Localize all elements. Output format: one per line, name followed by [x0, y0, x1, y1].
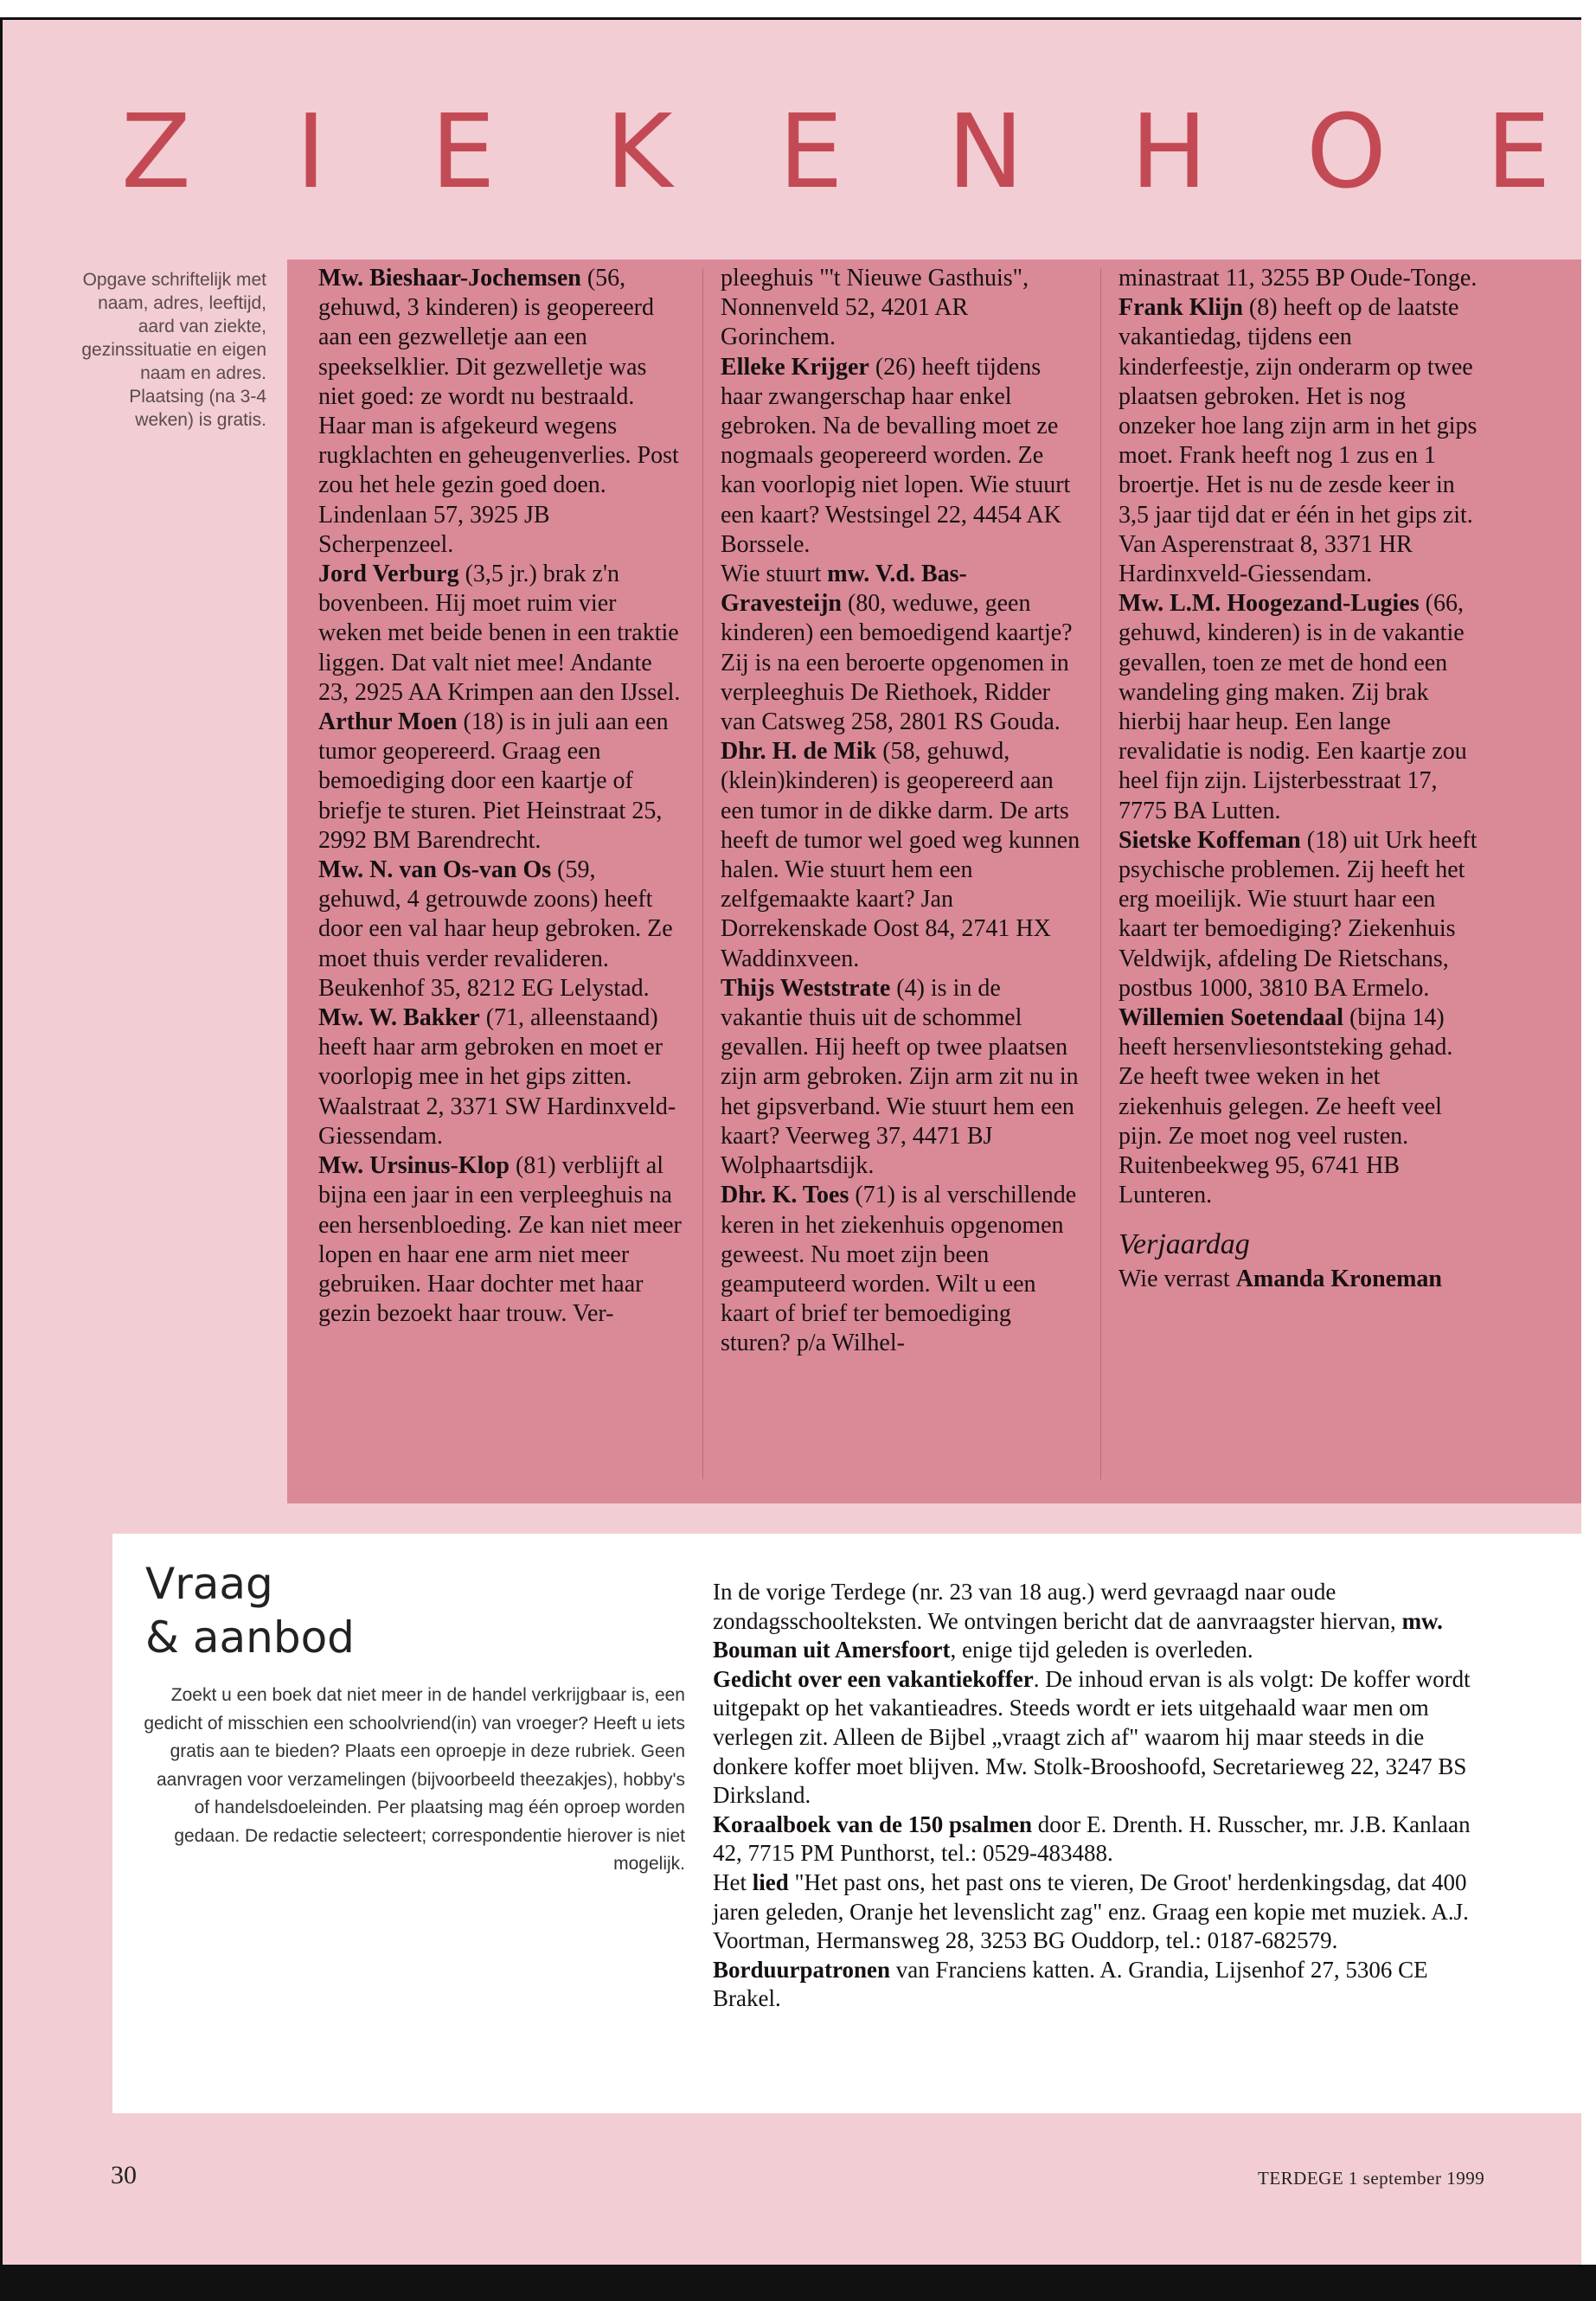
listing [713, 1811, 1496, 1868]
notice-text: (59, gehuwd, 4 getrouwde zoons) heeft door een val haar heup gebroken. Ze moet thuis verder revalideren. Beukenhof 35, 8212 EG Lelystad. [318, 856, 673, 1002]
notice [721, 353, 1084, 560]
notice [318, 264, 682, 560]
notice-text: (bijna 14) heeft hersenvliesontsteking gehad. Ze heeft twee weken in het ziekenhuis gelegen. Ze heeft veel pijn. Ze moet nog veel rusten. Ruitenbeekweg 95, 6741 HB Lunteren. [1118, 1004, 1453, 1209]
publication-footer: TERDEGE 1 september 1999 [1258, 2168, 1485, 2189]
listing-name: lied [752, 1868, 789, 1895]
notice-name: Willemien Soetendaal [1118, 1004, 1344, 1032]
listing [713, 1956, 1496, 2014]
notice-name: Mw. Bieshaar-Jochemsen [318, 265, 581, 292]
column-1 [318, 264, 682, 1329]
notice-text: (56, gehuwd, 3 kinderen) is geopereerd aan een gezwelletje aan een speekselklier. Dit gezwelletje was niet goed: ze wordt nu bestraald. Haar man is afgekeurd wegens rugklachten en geheugenverlies. Post zou het hele gezin goed doen. Lindenlaan 57, 3925 JB Scherpenzeel. [318, 265, 679, 558]
notice-text: pleeghuis "'t Nieuwe Gasthuis", Nonnenveld 52, 4201 AR Gorinchem. [721, 265, 1029, 351]
notice [721, 737, 1084, 974]
listing-name: mw. Bouman uit Amersfoort [713, 1607, 1443, 1663]
notice [721, 264, 1084, 353]
notice-name: Mw. L.M. Hoogezand-Lugies [1118, 590, 1420, 618]
notice-name: Jord Verburg [318, 561, 459, 588]
notice [1118, 1003, 1482, 1210]
notice-text: (18) uit Urk heeft psychische problemen. Zij heeft het erg moeilijk. Wie stuurt haar een kaart ter bemoediging? Ziekenhuis Veldwijk, afdeling De Rietschans, postbus 1000, 3810 BA Ermelo. [1118, 826, 1477, 1002]
title-line: Vraag [145, 1559, 273, 1609]
notice-text: (18) is in juli aan een tumor geopereerd. Graag een bemoediging door een kaartje of briefje te sturen. Piet Heinstraat 25, 2992 BM Barendrecht. [318, 708, 669, 854]
notice-text: (3,5 jr.) brak z'n bovenbeen. Hij moet ruim vier weken met beide benen in een traktie liggen. Dat valt niet mee! Andante 23, 2925 AA Krimpen aan den IJssel. [318, 561, 681, 706]
notice-text: (26) heeft tijdens haar zwangerschap haar enkel gebroken. Na de bevalling moet ze nogmaals geopereerd worden. Ze kan voorlopig niet lopen. Wie stuurt een kaart? Westsingel 22, 4454 AK Borssele. [721, 353, 1071, 558]
banner-letter: O [1306, 92, 1387, 211]
notice-name: Mw. N. van Os-van Os [318, 856, 552, 884]
listing-text: "Het past ons, het past ons te vieren, De Groot' herdenkingsdag, dat 400 jaren geleden, Oranje het levenslicht zag" enz. Graag een kopie met muziek. A.J. Voortman, Hermansweg 28, 3253 BG Ouddorp, tel.: 0187-682579. [713, 1868, 1469, 1954]
vraag-aanbod-listings [713, 1578, 1496, 2014]
notice-name: Arthur Moen [318, 708, 458, 736]
listing-text: door E. Drenth. H. Russcher, mr. J.B. Kanlaan 42, 7715 PM Punthorst, tel.: 0529-483488. [713, 1811, 1471, 1867]
notice-name: Amanda Kroneman [1235, 1265, 1442, 1292]
listing-text: , enige tijd geleden is overleden. [950, 1637, 1253, 1663]
notice-name: Sietske Koffeman [1118, 826, 1301, 854]
banner-letter: E [779, 92, 843, 211]
notice-text: (81) verblijft al bijna een jaar in een verpleeghuis na een hersenbloeding. Ze kan niet meer lopen en haar ene arm niet meer gebruiken. Haar dochter met haar gezin bezoekt haar trouw. Ver- [318, 1152, 682, 1328]
notice [1118, 826, 1482, 1003]
notice [721, 560, 1084, 737]
notice-name: Frank Klijn [1118, 294, 1243, 322]
listing-name: Koraalboek van de 150 psalmen [713, 1811, 1033, 1837]
notice [318, 560, 682, 708]
notice-prefix: Wie verrast [1118, 1265, 1236, 1292]
notice [721, 974, 1084, 1181]
notice-name: Mw. Ursinus-Klop [318, 1152, 510, 1180]
listing-text: In de vorige Terdege (nr. 23 van 18 aug.) werd gevraagd naar oude zondagsschoolteksten. We ontvingen bericht dat de aanvraagster hiervan, [713, 1579, 1402, 1634]
listing-text: Het [713, 1868, 753, 1895]
notice [318, 1151, 682, 1329]
listing-text: . De inhoud ervan is als volgt: De koffer wordt uitgepakt op het vakantieadres. Steeds wordt er iets uitgehaald waar men om verlegen zit. Alleen de Bijbel „vraagt zich af" waarom hij maar steeds in die donkere koffer moet blijven. Mw. Stolk-Brooshoofd, Secretarieweg 22, 3247 BS Dirksland. [713, 1665, 1471, 1809]
notice-name: Mw. W. Bakker [318, 1004, 480, 1032]
notice [1118, 264, 1482, 293]
notice-name: Thijs Weststrate [721, 974, 891, 1002]
listing-name: Borduurpatronen [713, 1956, 891, 1983]
notice-text: (71) is al verschillende keren in het ziekenhuis opgenomen geweest. Nu moet zijn been geamputeerd worden. Wilt u een kaart of brief ter bemoediging sturen? p/a Wilhel- [721, 1182, 1077, 1357]
submission-instructions: Opgave schriftelijk met naam, adres, leeftijd, aard van ziekte, gezinssituatie en eigen naam en adres. Plaatsing (na 3-4 weken) is gratis. [81, 270, 266, 430]
notice [318, 708, 682, 856]
banner-letter: E [1486, 92, 1551, 211]
listing [713, 1665, 1496, 1811]
column-divider [1100, 268, 1101, 1479]
notice-text: (4) is in de vakantie thuis uit de schommel gevallen. Hij heeft op twee plaatsen zijn arm gebroken. Zijn arm zit nu in het gipsverband. Wie stuurt hem een kaart? Veerweg 37, 4471 BJ Wolphaartsdijk. [721, 974, 1079, 1180]
notice [318, 856, 682, 1003]
listing [713, 1578, 1496, 1665]
notice-prefix: Wie stuurt [721, 561, 828, 588]
banner-letter: K [606, 92, 673, 211]
notice-name: Dhr. K. Toes [721, 1182, 849, 1209]
notice-text: (58, gehuwd, (klein)kinderen) is geopereerd aan een tumor in de dikke darm. De arts heeft de tumor wel goed weg kunnen halen. Wie stuurt hem een zelfgemaakte kaart? Jan Dorrekenskade Oost 84, 2741 HX Waddinxveen. [721, 738, 1080, 972]
notice-text: minastraat 11, 3255 BP Oude-Tonge. [1118, 265, 1477, 292]
notice [1118, 1265, 1482, 1294]
banner-letter: H [1131, 92, 1208, 211]
listing-name: Gedicht over een vakantiekoffer [713, 1665, 1034, 1692]
title-line: & aanbod [145, 1612, 355, 1663]
column-divider [702, 268, 703, 1479]
notice-text: (66, gehuwd, kinderen) is in de vakantie gevallen, toen ze met de hond een wandeling ging maken. Zij brak hierbij haar heup. Een lange revalidatie is nodig. Een kaartje zou heel fijn zijn. Lijsterbesstraat 17, 7775 BA Lutten. [1118, 590, 1467, 824]
banner-letter: Z [121, 92, 191, 211]
scan-border [0, 2265, 1596, 2301]
column-3 [1118, 264, 1482, 1294]
notice [721, 1181, 1084, 1358]
notice [1118, 589, 1482, 826]
notice-name: Elleke Krijger [721, 353, 869, 381]
vraag-aanbod-title [145, 1557, 355, 1664]
section-banner [0, 92, 1581, 211]
notice-text: (71, alleenstaand) heeft haar arm gebroken en moet er voorlopig mee in het gips zitten. Waalstraat 2, 3371 SW Hardinxveld-Giessendam. [318, 1004, 676, 1150]
listing [713, 1868, 1496, 1956]
notice-text: (8) heeft op de laatste vakantiedag, tijdens een kinderfeestje, zijn onderarm op twee plaatsen gebroken. Het is nog onzeker hoe lang zijn arm in het gips moet. Frank heeft nog 1 zus en 1 broertje. Het is nu de zesde keer in 3,5 jaar tijd dat er één in het gips zit. Van Asperenstraat 8, 3371 HR Hardinxveld-Giessendam. [1118, 294, 1477, 588]
notice-text: (80, weduwe, geen kinderen) een bemoedigend kaartje? Zij is na een beroerte opgenomen in verpleeghuis De Riethoek, Ridder van Catsweg 258, 2801 RS Gouda. [721, 590, 1073, 736]
page-edge [1581, 17, 1596, 2266]
notice-name: Dhr. H. de Mik [721, 738, 877, 766]
notice [318, 1003, 682, 1151]
banner-letter: I [296, 92, 326, 211]
banner-letter: N [947, 92, 1024, 211]
column-2 [721, 264, 1084, 1359]
notice-name: mw. V.d. Bas-Gravesteijn [721, 561, 967, 618]
page-number: 30 [111, 2161, 137, 2189]
vraag-aanbod-intro: Zoekt u een boek dat niet meer in de handel verkrijgbaar is, een gedicht of misschien een schoolvriend(in) van vroeger? Heeft u iets gratis aan te bieden? Plaats een oproepje in deze rubriek. Geen aanvragen voor verzamelingen (bijvoorbeeld theezakjes), hobby's of handelsdoeleinden. Per plaatsing mag één oproep worden gedaan. De redactie selecteert; correspondentie hierover is niet mogelijk. [144, 1685, 685, 1874]
listing-text: van Franciens katten. A. Grandia, Lijsenhof 27, 5306 CE Brakel. [713, 1956, 1428, 2012]
banner-letter: E [431, 92, 496, 211]
notice [1118, 293, 1482, 589]
verjaardag-heading: Verjaardag [1118, 1227, 1250, 1260]
